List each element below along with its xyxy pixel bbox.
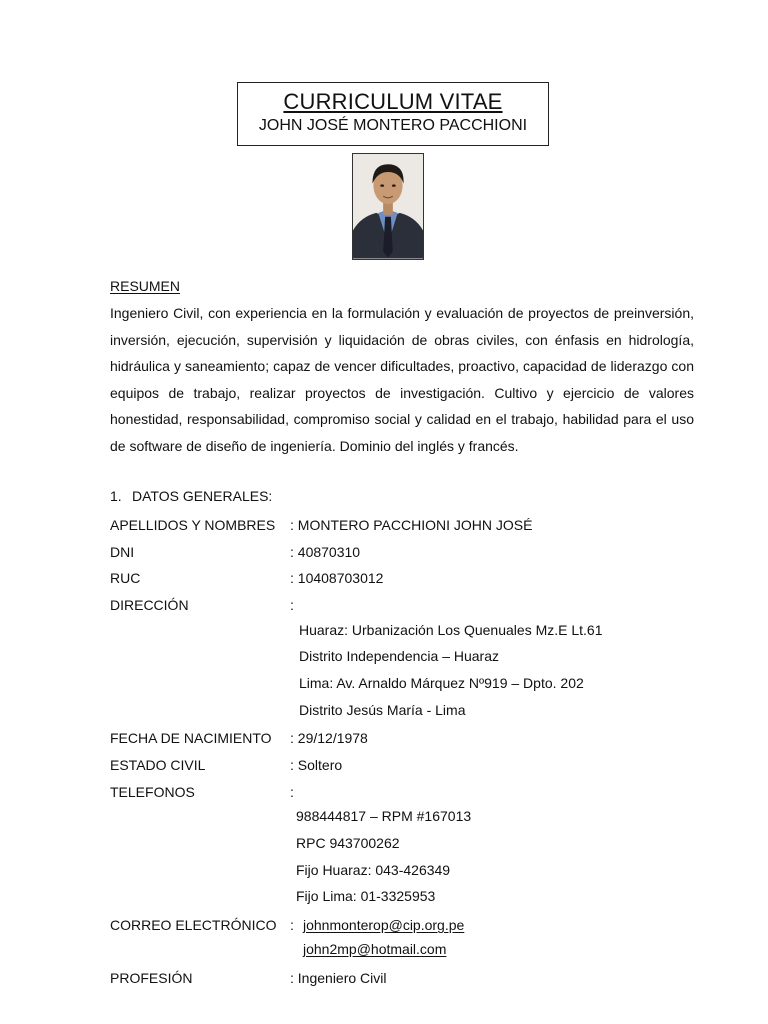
section-title: DATOS GENERALES: bbox=[132, 488, 273, 504]
address-line: Distrito Jesús María - Lima bbox=[299, 702, 466, 718]
birth-label: FECHA DE NACIMIENTO bbox=[110, 730, 272, 746]
birth-value: : 29/12/1978 bbox=[290, 730, 368, 746]
document-title: CURRICULUM VITAE bbox=[283, 89, 503, 114]
ruc-value: : 10408703012 bbox=[290, 570, 384, 586]
summary-text: Ingeniero Civil, con experiencia en la formulación y evaluación de proyectos de preinversión, inversión, ejecución, supervisión y liquidación de obras civiles, con énfasis en hidrología, hidráulica y saneamiento; capaz de vencer dificultades, proactivo, capacidad de liderazgo con equipos de trabajo, realizar proyectos de investigación. Cultivo y ejercicio de valores honestidad, responsabilidad, compromiso social y calidad en el trabajo, habilidad para el uso de software de diseño de ingeniería. Dominio del inglés y francés. bbox=[110, 305, 694, 454]
profile-photo bbox=[352, 153, 424, 260]
dni-label: DNI bbox=[110, 544, 135, 560]
address-colon: : bbox=[290, 597, 294, 613]
names-label: APELLIDOS Y NOMBRES bbox=[110, 517, 276, 533]
ruc-label: RUC bbox=[110, 570, 141, 586]
section-number: 1. bbox=[110, 488, 122, 504]
phone-line: Fijo Lima: 01-3325953 bbox=[296, 888, 436, 904]
phone-line: RPC 943700262 bbox=[296, 835, 400, 851]
address-label: DIRECCIÓN bbox=[110, 597, 189, 613]
general-heading bbox=[110, 488, 272, 504]
email-label: CORREO ELECTRÓNICO bbox=[110, 917, 277, 933]
title-box bbox=[237, 82, 549, 146]
names-value: : MONTERO PACCHIONI JOHN JOSÉ bbox=[290, 517, 533, 533]
address-line: Huaraz: Urbanización Los Quenuales Mz.E Lt.61 bbox=[299, 622, 603, 638]
phone-line: Fijo Huaraz: 043-426349 bbox=[296, 862, 451, 878]
civil-value: : Soltero bbox=[290, 757, 343, 773]
summary-label: RESUMEN bbox=[110, 278, 181, 294]
dni-value: : 40870310 bbox=[290, 544, 361, 560]
address-line: Lima: Av. Arnaldo Márquez Nº919 – Dpto. 202 bbox=[299, 675, 584, 691]
phones-label: TELEFONOS bbox=[110, 784, 195, 800]
profession-value: : Ingeniero Civil bbox=[290, 970, 387, 986]
email-colon: : bbox=[290, 917, 294, 933]
phones-colon: : bbox=[290, 784, 294, 800]
civil-label: ESTADO CIVIL bbox=[110, 757, 206, 773]
phone-line: 988444817 – RPM #167013 bbox=[296, 808, 472, 824]
profession-label: PROFESIÓN bbox=[110, 970, 193, 986]
address-line: Distrito Independencia – Huaraz bbox=[299, 648, 500, 664]
email-link-2[interactable]: john2mp@hotmail.com bbox=[303, 941, 447, 957]
email-link-1[interactable]: johnmonterop@cip.org.pe bbox=[303, 917, 465, 933]
person-name: JOHN JOSÉ MONTERO PACCHIONI bbox=[258, 117, 528, 134]
